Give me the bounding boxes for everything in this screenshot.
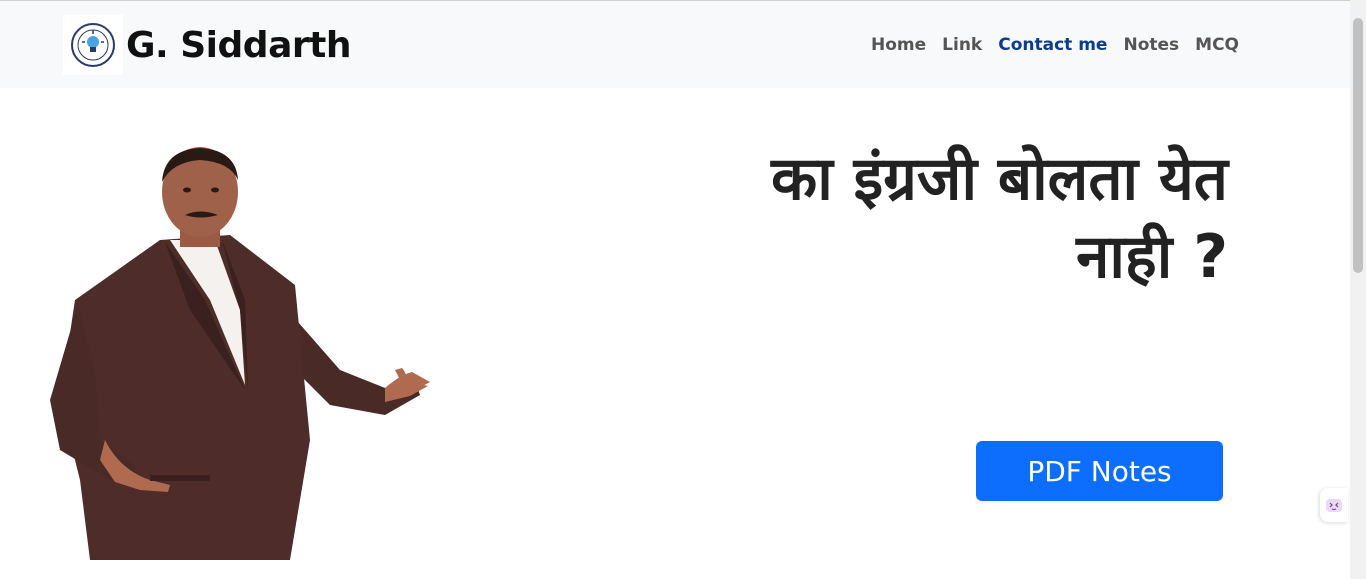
nav-home[interactable]: Home [871, 35, 927, 55]
nav-mcq[interactable]: MCQ [1195, 35, 1240, 55]
assistant-widget[interactable] [1320, 488, 1348, 522]
widget-face-icon [1325, 496, 1343, 514]
cut-off-text [1098, 574, 1208, 579]
hero-headline-line2: नाही ? [1076, 222, 1228, 292]
nav-notes[interactable]: Notes [1123, 35, 1180, 55]
presenter-photo [40, 140, 440, 560]
nav-contact-me[interactable]: Contact me [998, 35, 1108, 55]
vertical-scrollbar[interactable] [1350, 0, 1366, 579]
hero-headline [628, 140, 1228, 296]
scrollbar-thumb[interactable] [1353, 18, 1363, 273]
academy-logo-icon[interactable] [63, 15, 123, 75]
nav-link[interactable]: Link [942, 35, 983, 55]
main-nav [871, 35, 1255, 55]
navbar [0, 1, 1350, 88]
hero-headline-line1: का इंग्रजी बोलता येत [771, 144, 1228, 214]
brand[interactable] [63, 15, 351, 75]
brand-name[interactable]: G. Siddarth [126, 24, 351, 66]
pdf-notes-button[interactable]: PDF Notes [976, 441, 1223, 501]
